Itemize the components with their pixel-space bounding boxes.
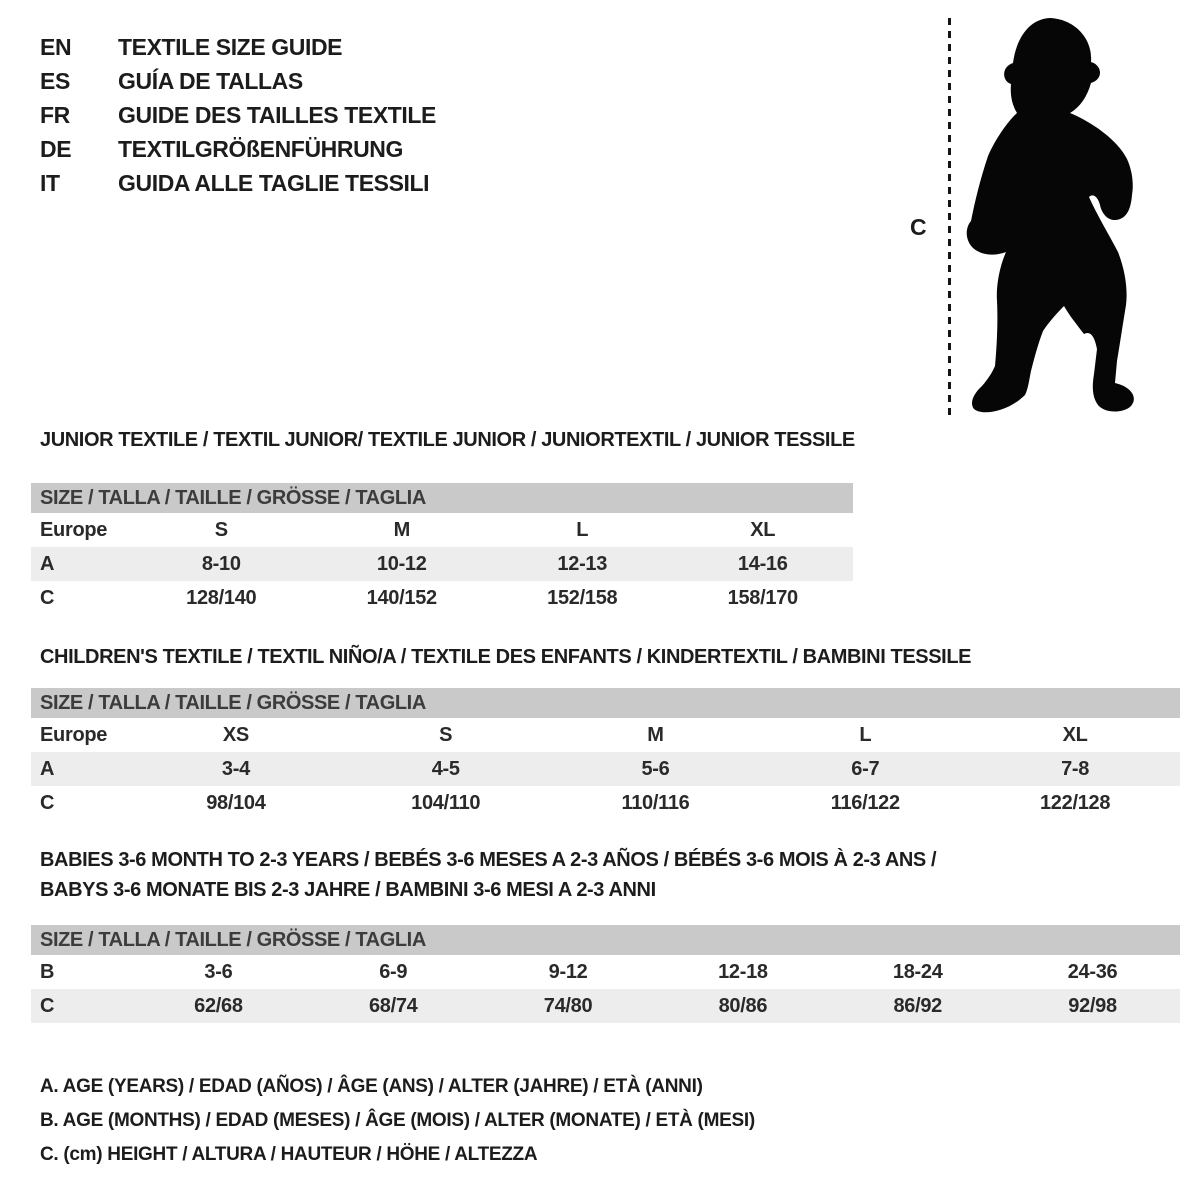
language-row [40,132,436,166]
table-row [31,752,1180,786]
size-header-bar: SIZE / TALLA / TAILLE / GRÖSSE / TAGLIA [31,688,1180,718]
language-row [40,166,436,200]
row-label: B [40,961,55,983]
table-row [31,955,1180,989]
table-row [31,513,853,547]
guide-title: GUÍA DE TALLAS [118,68,303,94]
size-header-bar: SIZE / TALLA / TAILLE / GRÖSSE / TAGLIA [31,925,1180,955]
table-cell: 8-10 [201,553,241,575]
language-title-list [40,30,436,200]
legend [40,1070,755,1172]
table-cell: 9-12 [548,961,588,983]
table-cell: 92/98 [1068,995,1117,1017]
table-cell: 140/152 [366,587,437,609]
table-cell: 24-36 [1067,961,1118,983]
size-table-section [31,845,1180,1023]
language-code: EN [40,34,72,60]
language-row [40,30,436,64]
size-table-section [31,645,1180,820]
table-row [31,718,1180,752]
table-cell: M [647,724,664,746]
table-cell: XS [222,724,249,746]
table-row [31,547,853,581]
legend-line: C. (cm) HEIGHT / ALTURA / HAUTEUR / HÖHE / ALTEZZA [40,1144,538,1165]
language-code: ES [40,68,70,94]
table-cell: 12-18 [718,961,768,983]
table-cell: XL [1062,724,1088,746]
row-label: Europe [40,519,108,541]
row-label: C [40,995,55,1017]
table-cell: 3-4 [221,758,250,780]
table-cell: S [214,519,228,541]
table-cell: 5-6 [641,758,670,780]
table-cell: 3-6 [204,961,233,983]
baby-silhouette-icon [880,0,1200,430]
guide-title: GUIDE DES TAILLES TEXTILE [118,102,436,128]
section-title-block [31,645,1180,670]
language-row [40,98,436,132]
row-label: A [40,553,55,575]
guide-title: TEXTILE SIZE GUIDE [118,34,343,60]
table-cell: 104/110 [411,792,481,814]
row-label: A [40,758,55,780]
language-code: FR [40,102,70,128]
table-cell: 6-9 [379,961,408,983]
table-cell: 12-13 [557,553,608,575]
table-cell: 10-12 [376,553,427,575]
guide-title: TEXTILGRÖßENFÜHRUNG [118,136,403,162]
table-row [31,989,1180,1023]
section-title-line: JUNIOR TEXTILE / TEXTIL JUNIOR/ TEXTILE JUNIOR / JUNIORTEXTIL / JUNIOR TESSILE [40,429,855,451]
table-cell: 116/122 [830,792,900,814]
table-row [31,786,1180,820]
guide-title: GUIDA ALLE TAGLIE TESSILI [118,170,430,196]
table-cell: 14-16 [737,553,788,575]
table-cell: 4-5 [431,758,460,780]
table-cell: 158/170 [727,587,798,609]
table-cell: 74/80 [543,995,593,1017]
size-table [31,925,1180,1023]
table-cell: 122/128 [1039,792,1111,814]
table-cell: 18-24 [892,961,943,983]
table-cell: L [576,519,589,541]
table-cell: L [859,724,872,746]
section-title-block [31,428,853,453]
table-cell: 80/86 [718,995,768,1017]
table-cell: 98/104 [206,792,266,814]
table-cell: 7-8 [1061,758,1090,780]
table-cell: 6-7 [851,758,880,780]
legend-line: B. AGE (MONTHS) / EDAD (MESES) / ÂGE (MOIS) / ALTER (MONATE) / ETÀ (MESI) [40,1110,755,1131]
table-cell: 128/140 [186,587,257,609]
row-label: C [40,792,55,814]
row-label: C [40,587,55,609]
language-row [40,64,436,98]
section-title-line: BABIES 3-6 MONTH TO 2-3 YEARS / BEBÉS 3-6 MESES A 2-3 AÑOS / BÉBÉS 3-6 MOIS À 2-3 ANS / [40,849,937,871]
table-cell: 86/92 [893,995,942,1017]
section-title-line: BABYS 3-6 MONATE BIS 2-3 JAHRE / BAMBINI 3-6 MESI A 2-3 ANNI [40,879,656,901]
language-code: DE [40,136,72,162]
language-code: IT [40,170,60,196]
table-cell: 68/74 [368,995,418,1017]
legend-line: A. AGE (YEARS) / EDAD (AÑOS) / ÂGE (ANS) / ALTER (JAHRE) / ETÀ (ANNI) [40,1076,703,1097]
table-row [31,581,853,615]
table-cell: 152/158 [547,587,618,609]
table-cell: S [439,724,453,746]
table-cell: 110/116 [621,792,690,814]
size-header-bar: SIZE / TALLA / TAILLE / GRÖSSE / TAGLIA [31,483,853,513]
section-title-block [31,845,1180,905]
table-cell: XL [750,519,776,541]
height-measure-label: C [910,214,927,240]
row-label: Europe [40,724,108,746]
section-title-line: CHILDREN'S TEXTILE / TEXTIL NIÑO/A / TEXTILE DES ENFANTS / KINDERTEXTIL / BAMBINI TESSILE [40,646,972,668]
size-table [31,688,1180,820]
table-cell: M [393,519,410,541]
size-table [31,483,853,615]
size-table-section [31,428,853,615]
table-cell: 62/68 [194,995,243,1017]
